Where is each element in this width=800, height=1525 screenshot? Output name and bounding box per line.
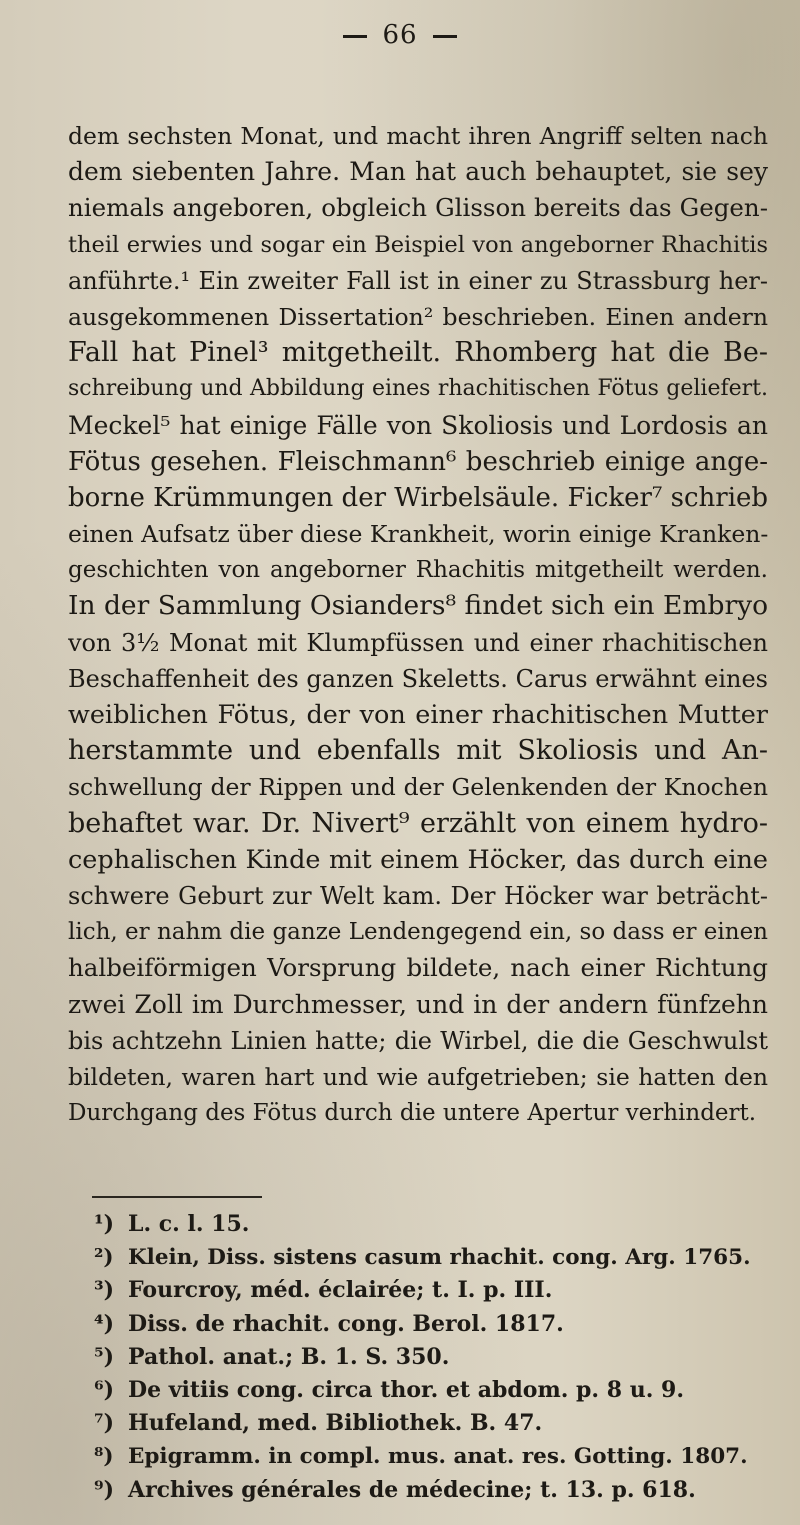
footnote-text: Fourcroy, méd. éclairée; t. I. p. III. [128,1277,553,1304]
footnote [94,1341,754,1374]
footnote-text: L. c. l. 15. [128,1211,250,1237]
text-line: bildeten, waren hart und wie aufgetrieben; sie hatten den [68,1062,768,1091]
text-line: anführte.¹ Ein zweiter Fall ist in einer zu Strassburg her- [68,266,768,295]
footnote-mark: ¹) [94,1211,115,1237]
text-line: ausgekommenen Dissertation² beschrieben. Einen andern [68,302,768,331]
footnotes [94,1208,754,1507]
text-line: Fötus gesehen. Fleischmann⁶ beschrieb einige ange- [68,446,768,477]
footnote-divider [92,1196,262,1198]
footnote-mark: ⁷) [94,1410,115,1437]
text-line: Durchgang des Fötus durch die untere Apertur verhindert. [68,1100,757,1127]
text-line: einen Aufsatz über diese Krankheit, worin einige Kranken- [68,520,768,549]
text-line: behaftet war. Dr. Nivert⁹ erzählt von einem hydro- [68,807,768,839]
footnote [94,1241,754,1274]
text-line: herstammte und ebenfalls mit Skoliosis und An- [68,735,768,767]
footnote-text: Hufeland, med. Bibliothek. B. 47. [128,1410,543,1437]
footnote-text: De vitiis cong. circa thor. et abdom. p. 8 u. 9. [128,1376,684,1403]
text-line: lich, er nahm die ganze Lendengegend ein, so dass er einen [68,919,768,946]
text-line: niemals angeboren, obgleich Glisson bereits das Gegen- [68,193,768,223]
text-line: theil erwies und sogar ein Beispiel von angeborner Rhachitis [68,231,768,258]
footnote-text: Archives générales de médecine; t. 13. p. 618. [128,1476,696,1503]
text-line: bis achtzehn Linien hatte; die Wirbel, die die Geschwulst [68,1026,768,1055]
text-line: schwere Geburt zur Welt kam. Der Höcker war beträcht- [68,881,768,910]
text-line: cephalischen Kinde mit einem Höcker, das durch eine [68,844,768,875]
footnote-mark: ³) [94,1277,115,1304]
text-line: geschichten von angeborner Rhachitis mitgetheilt werden. [68,557,768,584]
footnote [94,1274,754,1307]
footnote-text: Epigramm. in compl. mus. anat. res. Gotting. 1807. [128,1444,748,1470]
text-line: Beschaffenheit des ganzen Skeletts. Carus erwähnt eines [68,664,768,693]
text-line: Fall hat Pinel³ mitgetheilt. Rhomberg hat die Be- [68,337,768,369]
text-line: Meckel⁵ hat einige Fälle von Skoliosis und Lordosis an [68,410,768,440]
text-line: schwellung der Rippen und der Gelenkenden der Knochen [68,773,768,802]
footnote [94,1474,754,1507]
footnote [94,1374,754,1407]
footnote-mark: ⁶) [94,1376,115,1403]
text-line: dem siebenten Jahre. Man hat auch behauptet, sie sey [68,157,768,187]
text-line: borne Krümmungen der Wirbelsäule. Ficker⁷ schrieb [68,482,768,513]
footnote-mark: ⁸) [94,1444,114,1470]
footnote-mark: ⁵) [94,1343,115,1370]
text-line: schreibung und Abbildung eines rhachitischen Fötus geliefert. [68,376,768,402]
footnote-text: Klein, Diss. sistens casum rhachit. cong. Arg. 1765. [128,1245,751,1271]
page-number [0,20,800,50]
page-number-dash-right [433,35,457,38]
footnote [94,1308,754,1341]
text-line: von 3½ Monat mit Klumpfüssen und einer rhachitischen [68,628,768,657]
main-text [68,118,768,1131]
footnote-text: Diss. de rhachit. cong. Berol. 1817. [128,1310,564,1337]
page-number-text: 66 [382,20,418,50]
footnote [94,1440,754,1473]
text-line: dem sechsten Monat, und macht ihren Angriff selten nach [68,122,768,150]
footnote [94,1407,754,1440]
footnote [94,1208,754,1241]
text-line: weiblichen Fötus, der von einer rhachitischen Mutter [68,700,768,730]
footnote-mark: ²) [94,1245,114,1271]
text-line: In der Sammlung Osianders⁸ findet sich ein Embryo [68,590,768,622]
footnote-mark: ⁹) [94,1476,115,1503]
footnote-mark: ⁴) [94,1310,115,1337]
text-line: halbeiförmigen Vorsprung bildete, nach einer Richtung [68,953,768,983]
text-line: zwei Zoll im Durchmesser, und in der andern fünfzehn [68,989,768,1019]
page-number-dash-left [343,35,367,38]
footnote-text: Pathol. anat.; B. 1. S. 350. [128,1343,450,1370]
